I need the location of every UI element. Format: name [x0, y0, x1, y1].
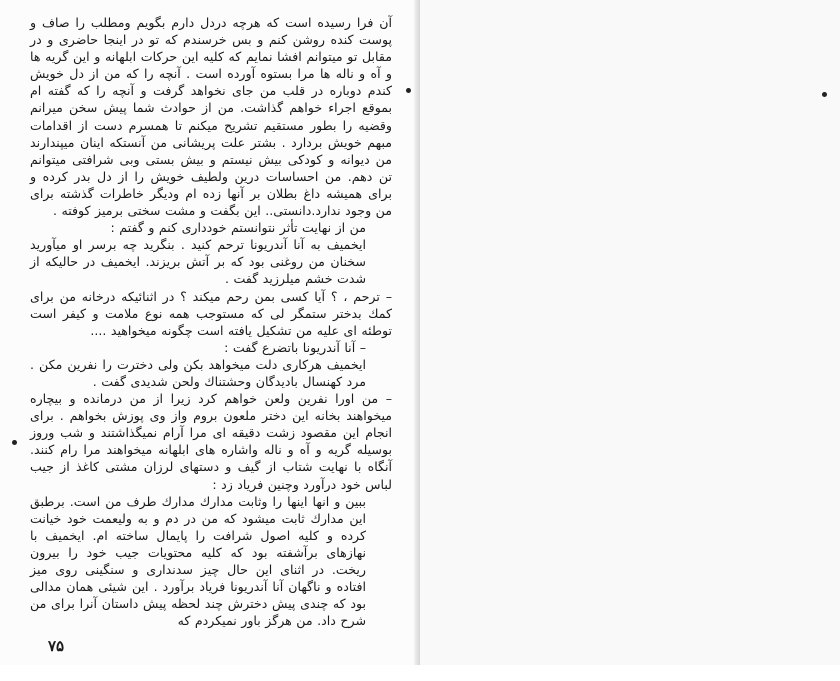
paragraph: ایخمیف به آنا آندریونا ترحم کنید . بنگرید چه برسر او میآورید سخنان من روغنی بود که بر آتش بریزند. ایخمیف در حالیکه از شدت خشم میلرزید گفت . — [30, 237, 366, 287]
page-number: ۷۵ — [48, 637, 65, 655]
ink-dot — [406, 88, 411, 93]
left-page-text — [30, 14, 392, 629]
right-page — [420, 0, 840, 665]
paragraph: من از نهایت تأثر نتوانستم خودداری کنم و گفتم : — [110, 220, 366, 236]
ink-dot — [822, 92, 827, 97]
paragraph: – ترحم ، ؟ آیا کسی بمن رحم میکند ؟ در اثنائیکه درخانه من برای کمك بدختر ستمگر لی که مستوجب همه نوع ملامت و کیفر است توطئه ای علیه من تشکیل یافته است چگونه میخواهید .... — [30, 288, 392, 338]
left-page — [0, 0, 420, 665]
paragraph: – من اورا نفرین ولعن خواهم کرد زیرا از من درمانده و بیچاره میخواهند بخانه این دختر ملعون بروم واز وی پوزش بخواهم . برای انجام این مقصود زشت دقیقه ای مرا آرام نمیگذاشتند و شب وروز بوسیله گریه و آه و ناله واشاره های ابلهانه میخواهند مرا رام کنند. آنگاه با نهایت شتاب از گیف و دستهای لرزان مشتی کاغذ از جیب لباس خود درآورد وچنین فریاد زد : — [30, 391, 392, 492]
paragraph: ایخمیف هرکاری دلت میخواهد بکن ولی دخترت را نفرین مکن . مرد کهنسال بادیدگان وحشتناك ولحن شدیدی گفت . — [30, 356, 366, 389]
paragraph: ببین و انها اینها را وثابت مدارك مدارك طرف من است. برطبق این مدارك ثابت میشود که من در دم و به ولیعمت خود خیانت کرده و کلیه اصول شرافت را پایمال ساخته ام. ایخمیف با نهازهای برآشفته بود که کلیه محتویات جیب خود را بیرون ریخت. در اثنای این حال چیز سدنداری و سنگینی روی میز افتاده و ناگهان آنا آندریونا فریاد برآورد . این شیئی همان مدالی بود که چندی پیش دخترش چند لحظه پیش داستان آنرا برای من شرح داد. من هرگز باور نمیکردم که — [30, 493, 366, 629]
ink-dot — [12, 440, 17, 445]
paragraph: – آنا آندریونا باتضرع گفت : — [224, 339, 366, 355]
paragraph: آن فرا رسیده است که هرچه دردل دارم بگویم ومطلب را صاف و پوست کنده روشن کنم و بس خرسندم که تو در اینجا حاضری و در مقابل تو میتوانم افشا نمایم که کلیه این حرکات ابلهانه و این گریه ها و آه و ناله ها مرا بستوه آورده است . آنچه را که من از دل خویش کندم دوباره در قلب من جای نخواهد گرفت و آنچه را که گفته ام بموقع اجراء خواهم گذاشت. من از حوادث شما پیش سخن میرانم وقضیه را بطور مستقیم تشریح میکنم تا همسرم دست از اقدامات مبهم خویش بردارد . بشتر علت پریشانی من آنستکه اینان میپندارند من دیوانه و کودکی بیش نیستم و بیش بستی وبی شرافتی میتوانم تن دهم. من احساسات درین ولطیف خویش را از دل بدر کرده و برای همیشه داغ بطلان بر آنها زده ام ودیگر خاطرات گذشته برای من وجود ندارد.دانستی.. این بگفت و مشت سختی برمیز کوفته . — [30, 15, 392, 219]
